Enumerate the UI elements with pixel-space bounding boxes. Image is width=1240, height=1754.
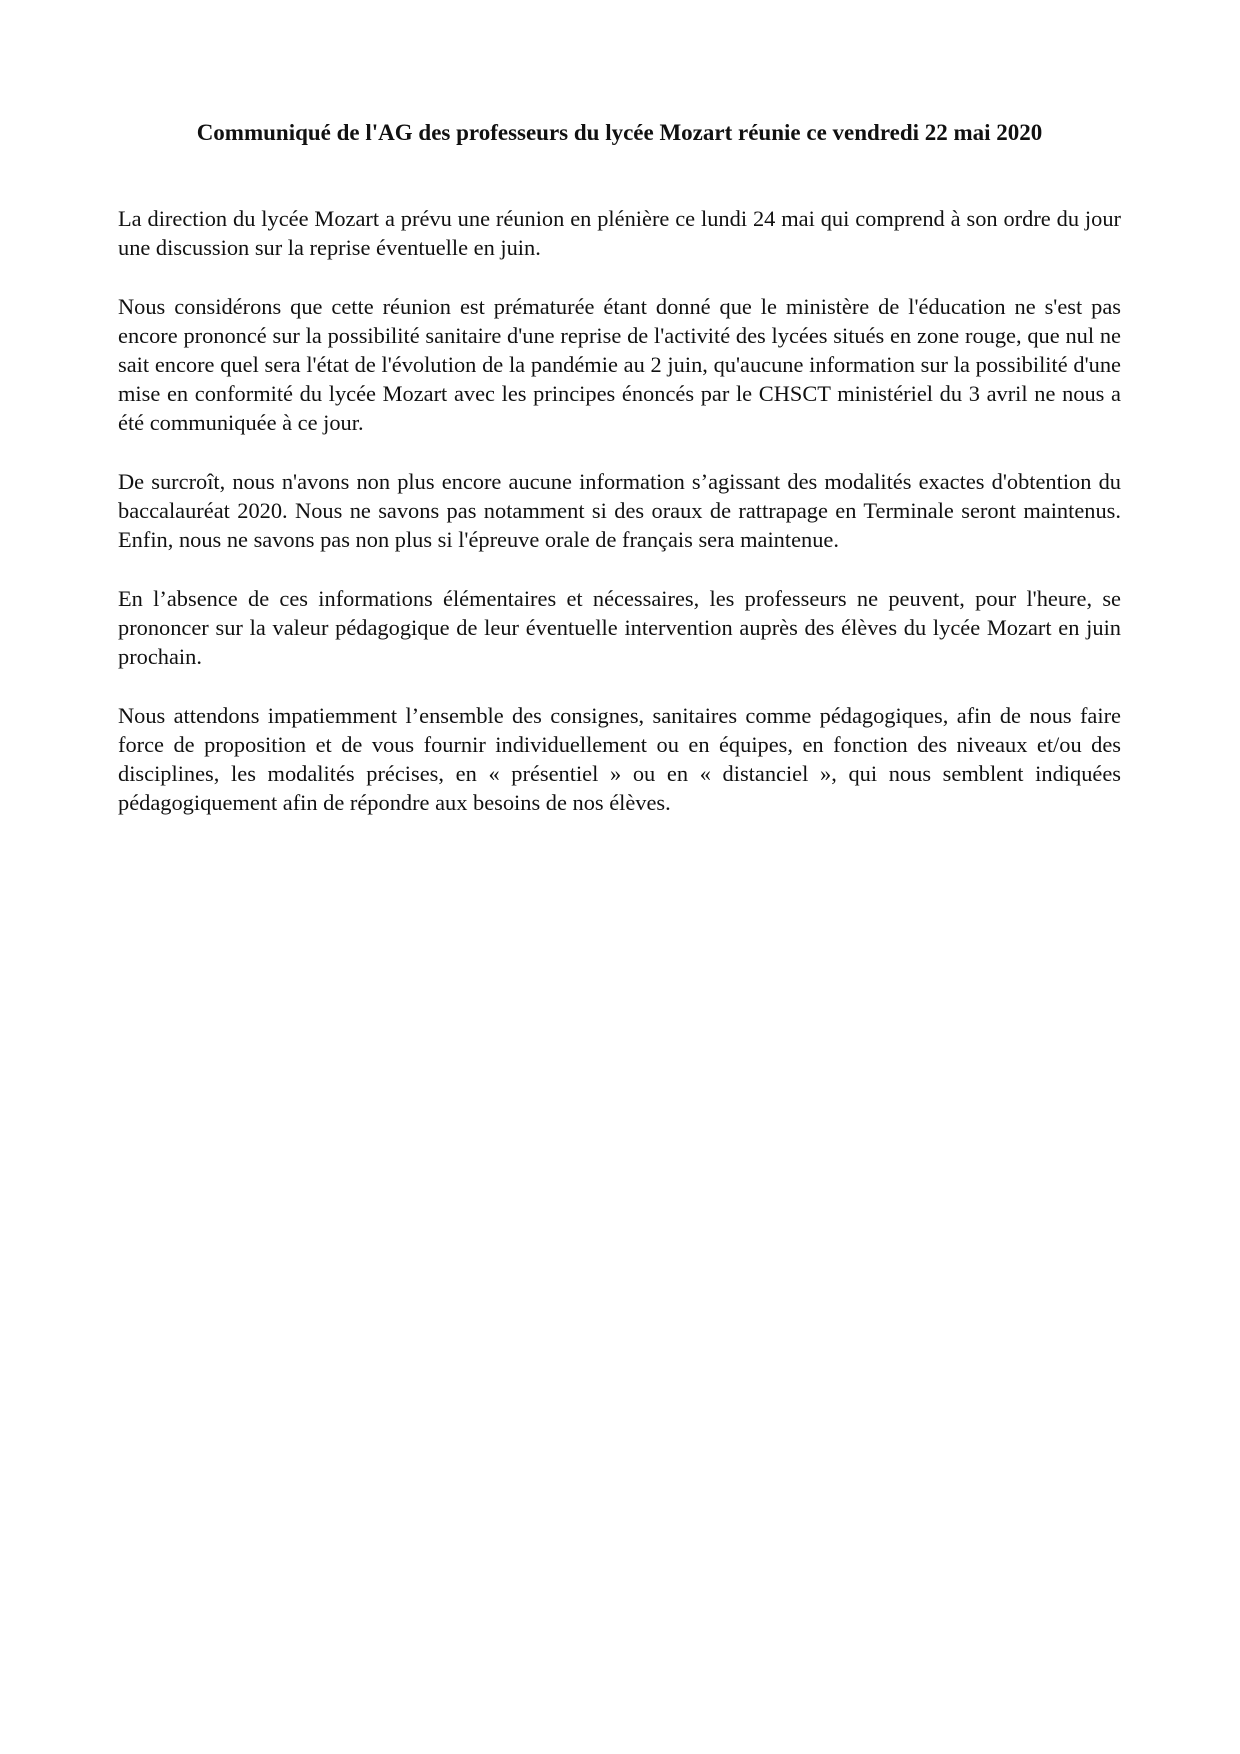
- paragraph-2: Nous considérons que cette réunion est prématurée étant donné que le ministère de l'éducation ne s'est pas encore prononcé sur la possibilité sanitaire d'une reprise de l'activité des lycées situés en zone rouge, que nul ne sait encore quel sera l'état de l'évolution de la pandémie au 2 juin, qu'aucune information sur la possibilité d'une mise en conformité du lycée Mozart avec les principes énoncés par le CHSCT ministériel du 3 avril ne nous a été communiquée à ce jour.: [118, 294, 1121, 435]
- paragraph-5: Nous attendons impatiemment l’ensemble des consignes, sanitaires comme pédagogiques, afin de nous faire force de proposition et de vous fournir individuellement ou en équipes, en fonction des niveaux et/ou des disciplines, les modalités précises, en « présentiel » ou en « distanciel », qui nous semblent indiquées pédagogiquement afin de répondre aux besoins de nos élèves.: [118, 703, 1121, 815]
- paragraph-1: La direction du lycée Mozart a prévu une réunion en plénière ce lundi 24 mai qui comprend à son ordre du jour une discussion sur la reprise éventuelle en juin.: [118, 206, 1121, 260]
- document-body: [118, 204, 1121, 817]
- paragraph-4: En l’absence de ces informations élémentaires et nécessaires, les professeurs ne peuvent, pour l'heure, se prononcer sur la valeur pédagogique de leur éventuelle intervention auprès des élèves du lycée Mozart en juin prochain.: [118, 586, 1121, 669]
- paragraph-3: De surcroît, nous n'avons non plus encore aucune information s’agissant des modalités exactes d'obtention du baccalauréat 2020. Nous ne savons pas notamment si des oraux de rattrapage en Terminale seront maintenus. Enfin, nous ne savons pas non plus si l'épreuve orale de français sera maintenue.: [118, 469, 1121, 552]
- document-title: Communiqué de l'AG des professeurs du lycée Mozart réunie ce vendredi 22 mai 2020: [196, 120, 1043, 145]
